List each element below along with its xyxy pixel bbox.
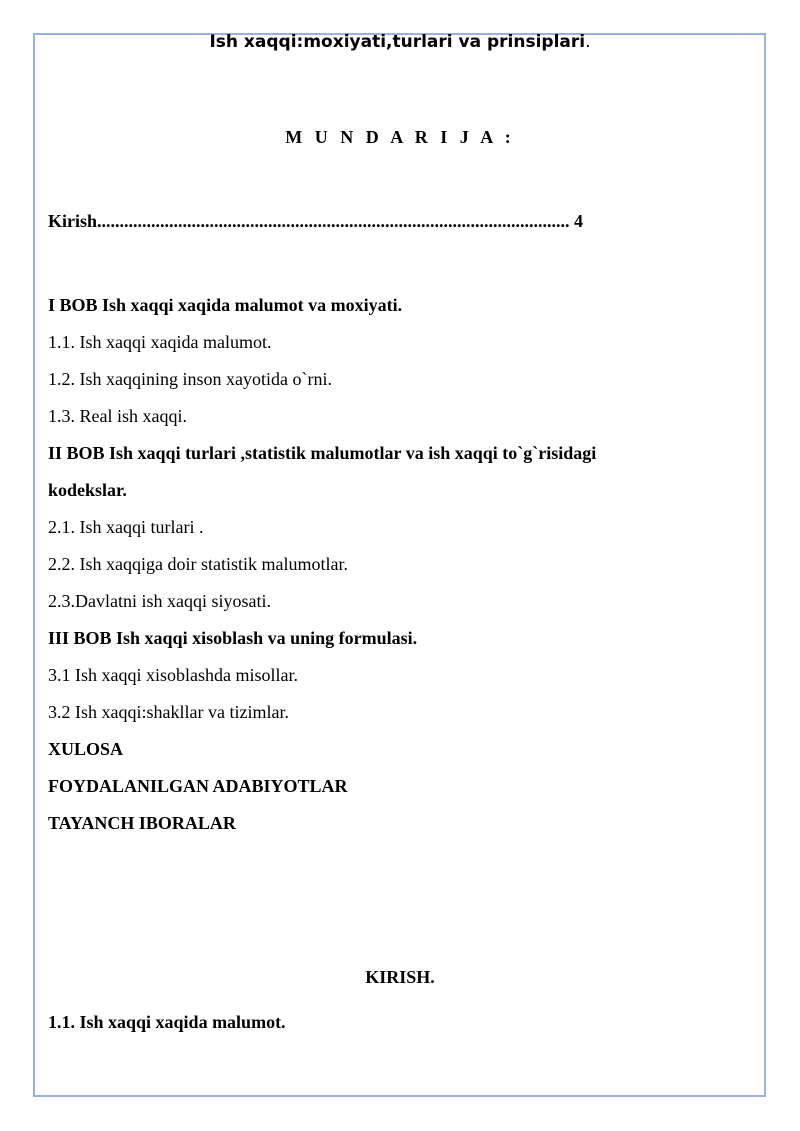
toc-section-3-2: 3.2 Ish xaqqi:shakllar va tizimlar. <box>48 702 289 722</box>
toc-section-3-1: 3.1 Ish xaqqi xisoblashda misollar. <box>48 665 298 685</box>
toc-heading: M U N D A R I J A : <box>285 127 515 147</box>
toc-chapter-2-line-2: kodekslar. <box>48 480 127 500</box>
toc-entry-kirish: Kirish......................................................................................................... 4 <box>48 211 584 231</box>
document-title <box>0 32 800 52</box>
toc-entry-xulosa: XULOSA <box>48 739 124 759</box>
toc-chapter-3: III BOB Ish xaqqi xisoblash va uning formulasi. <box>48 628 418 648</box>
toc-chapter-1: I BOB Ish xaqqi xaqida malumot va moxiyati. <box>48 295 403 315</box>
toc-chapter-2-line-1: II BOB Ish xaqqi turlari ,statistik malumotlar va ish xaqqi to`g`risidagi <box>48 443 597 463</box>
section-heading-kirish: KIRISH. <box>365 967 435 987</box>
document-title-period: . <box>585 32 591 52</box>
toc-section-2-3: 2.3.Davlatni ish xaqqi siyosati. <box>48 591 271 611</box>
toc-section-1-1: 1.1. Ish xaqqi xaqida malumot. <box>48 332 272 352</box>
toc-section-1-3: 1.3. Real ish xaqqi. <box>48 406 187 426</box>
toc-entry-references: FOYDALANILGAN ADABIYOTLAR <box>48 776 348 796</box>
toc-section-2-2: 2.2. Ish xaqqiga doir statistik malumotlar. <box>48 554 348 574</box>
toc-section-1-2: 1.2. Ish xaqqining inson xayotida o`rni. <box>48 369 332 389</box>
toc-entry-key-terms: TAYANCH IBORALAR <box>48 813 236 833</box>
toc-section-2-1: 2.1. Ish xaqqi turlari . <box>48 517 204 537</box>
section-subheading: 1.1. Ish xaqqi xaqida malumot. <box>48 1012 286 1032</box>
document-title-text: Ish xaqqi:moxiyati,turlari va prinsiplari <box>209 32 586 52</box>
